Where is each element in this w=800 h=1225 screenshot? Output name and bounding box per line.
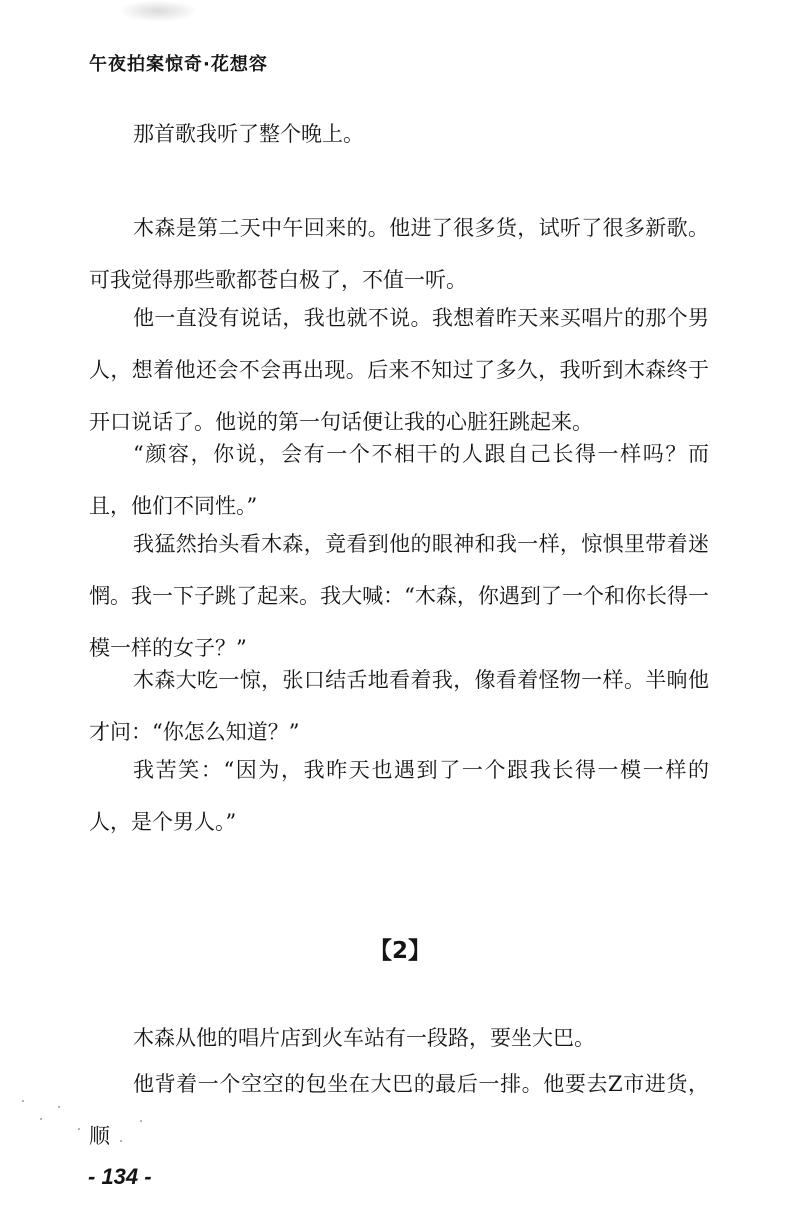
paragraph: “颜容，你说，会有一个不相干的人跟自己长得一样吗？而且，他们不同性。”: [89, 442, 709, 518]
page-number: - 134 -: [88, 1164, 152, 1189]
paragraph: 我苦笑：“因为，我昨天也遇到了一个跟我长得一模一样的人，是个男人。”: [89, 758, 709, 834]
running-head: 午夜拍案惊奇·花想容: [89, 54, 268, 75]
paragraph: 那首歌我听了整个晚上。: [133, 122, 364, 146]
paragraph: 木森大吃一惊，张口结舌地看着我，像看着怪物一样。半晌他才问：“你怎么知道？”: [89, 668, 709, 744]
paragraph: 他一直没有说话，我也就不说。我想着昨天来买唱片的那个男人，想着他还会不会再出现。后来不知过了多久，我听到木森终于开口说话了。他说的第一句话便让我的心脏狂跳起来。: [89, 306, 709, 434]
scan-smudge: [118, 0, 198, 22]
scan-speckle: [58, 1106, 60, 1108]
scan-speckle: [78, 1128, 80, 1130]
section-heading: 【2】: [368, 938, 431, 964]
scan-speckle: [22, 1100, 24, 1102]
paragraph: 他背着一个空空的包坐在大巴的最后一排。他要去Z市进货，顺: [89, 1072, 709, 1148]
paragraph: 我猛然抬头看木森，竟看到他的眼神和我一样，惊惧里带着迷惘。我一下子跳了起来。我大喊：“木森，你遇到了一个和你长得一模一样的女子？”: [89, 532, 709, 660]
paragraph: 木森是第二天中午回来的。他进了很多货，试听了很多新歌。可我觉得那些歌都苍白极了，不值一听。: [89, 216, 709, 292]
scan-speckle: [40, 1118, 42, 1120]
paragraph: 木森从他的唱片店到火车站有一段路，要坐大巴。: [133, 1026, 595, 1050]
